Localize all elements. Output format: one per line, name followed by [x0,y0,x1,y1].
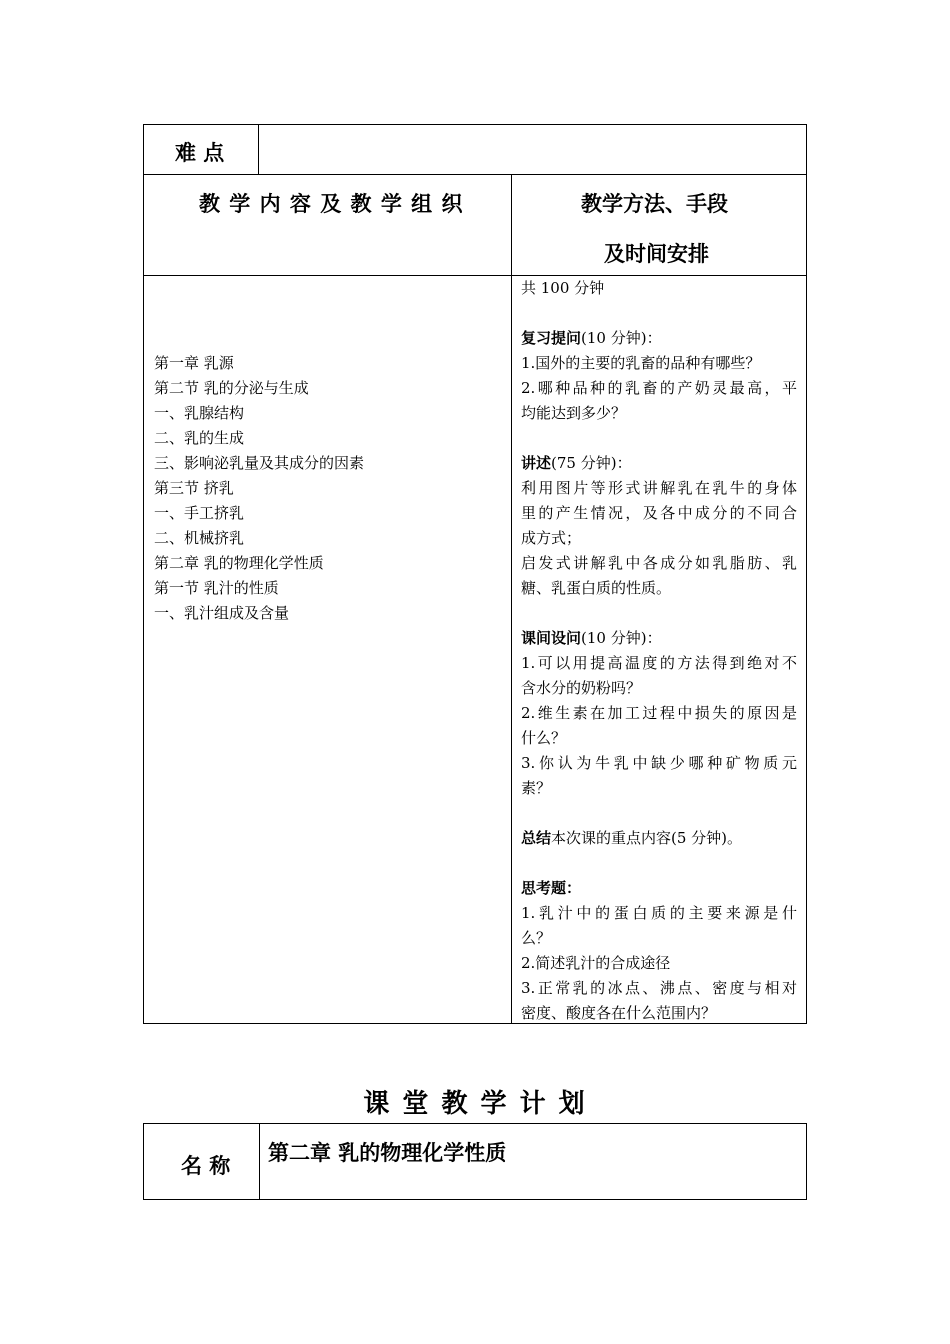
think-question: 3.正常乳的冰点、沸点、密度与相对 [521,979,797,997]
inclass-heading [521,626,797,651]
review-title: 复习提问 [521,329,582,347]
inclass-question: 素？ [521,779,552,797]
difficulty-label: 难 点 [175,140,225,165]
think-question: 1.乳汁中的蛋白质的主要来源是什 [521,904,797,922]
name-value: 第二章 乳的物理化学性质 [268,1140,507,1165]
summary-text: 本次课的重点内容(5 分钟)。 [551,829,743,847]
lecture-text: 糖、乳蛋白质的性质。 [521,579,672,597]
think-question: 2.简述乳汁的合成途径 [521,954,671,972]
plan-title: 课 堂 教 学 计 划 [363,1089,587,1119]
lecture-heading [521,451,797,476]
review-time: (10 分钟)： [581,329,662,347]
content-line: 第二节 乳的分泌与生成 [154,379,309,397]
name-label: 名 称 [181,1153,231,1178]
content-line: 二、乳的生成 [154,429,245,447]
total-time: 共 100 分钟 [521,279,605,297]
content-line: 一、乳汁组成及含量 [154,604,290,622]
inclass-question: 含水分的奶粉吗？ [521,679,642,697]
review-question: 2.哪种品种的乳畜的产奶灵最高，平 [521,379,797,397]
summary-title: 总结 [521,829,552,847]
content-line: 第二章 乳的物理化学性质 [154,554,324,572]
content-header: 教 学 内 容 及 教 学 组 织 [199,191,464,216]
col-divider [259,1123,260,1200]
lecture-text: 启发式讲解乳中各成分如乳脂肪、乳 [521,554,797,572]
content-list [154,351,504,626]
summary-line [521,826,797,851]
review-heading [521,326,797,351]
review-question: 均能达到多少？ [521,404,627,422]
think-title: 思考题： [521,879,582,897]
lecture-text: 利用图片等形式讲解乳在乳牛的身体 [521,479,797,497]
lecture-time: (75 分钟)： [551,454,632,472]
row-divider [143,174,807,175]
method-header-line2: 及时间安排 [604,241,709,266]
content-line: 二、机械挤乳 [154,529,245,547]
col-divider [511,175,512,1024]
method-header-line1: 教学方法、手段 [581,191,728,216]
col-divider [258,124,259,175]
content-line: 第一节 乳汁的性质 [154,579,279,597]
content-line: 一、乳腺结构 [154,404,245,422]
method-list [521,276,797,1026]
lecture-text: 里的产生情况，及各中成分的不同合 [521,504,797,522]
inclass-question: 什么？ [521,729,567,747]
content-line: 一、手工挤乳 [154,504,245,522]
think-question: 么？ [521,929,552,947]
inclass-question: 1.可以用提高温度的方法得到绝对不 [521,654,797,672]
content-line: 第三节 挤乳 [154,479,234,497]
lecture-title: 讲述 [521,454,552,472]
think-question: 密度、酸度各在什么范围内？ [521,1004,717,1022]
content-line: 三、影响泌乳量及其成分的因素 [154,454,365,472]
inclass-question: 3.你认为牛乳中缺少哪种矿物质元 [521,754,797,772]
inclass-question: 2.维生素在加工过程中损失的原因是 [521,704,797,722]
content-line: 第一章 乳源 [154,354,234,372]
inclass-title: 课间设问 [521,629,582,647]
lecture-text: 成方式； [521,529,582,547]
review-question: 1.国外的主要的乳畜的品种有哪些？ [521,354,761,372]
inclass-time: (10 分钟)： [581,629,662,647]
